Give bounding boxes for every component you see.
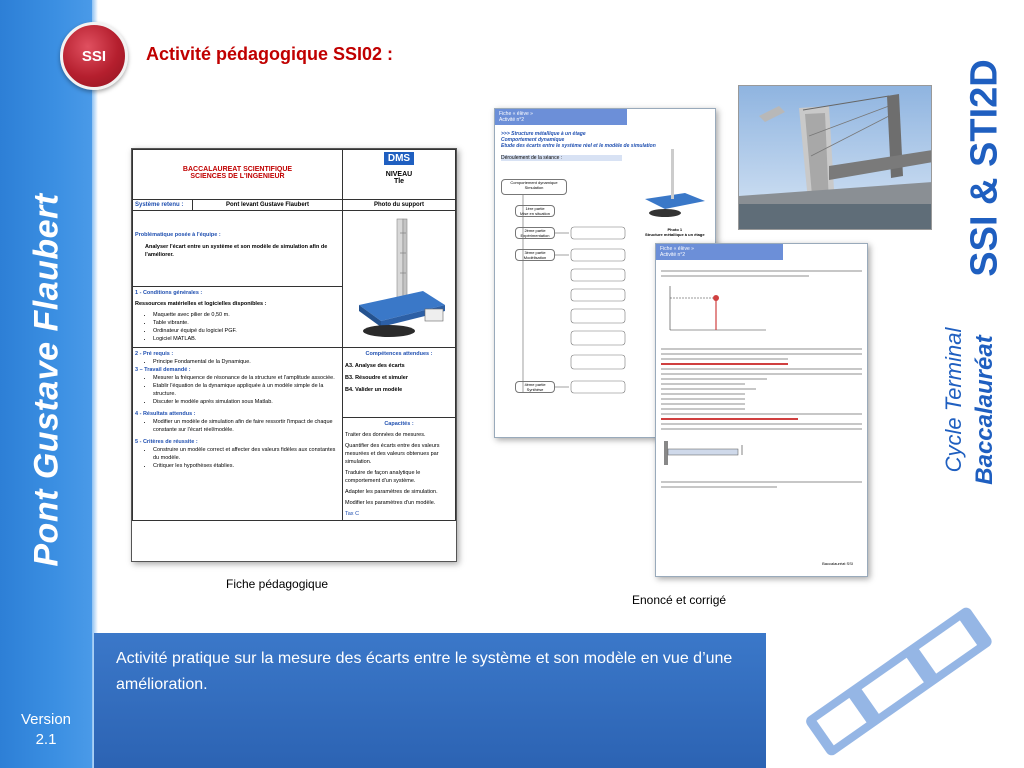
bac-label: Baccalauréat [971,335,998,485]
fiche-tax-value: C [355,511,360,517]
enonce-node: 4ème partie Synthèse [515,381,555,393]
fiche-niveau-value: Tle [393,178,405,185]
enonce-page-2-footer: Baccalauréat SSI [822,561,853,566]
bridge-photo [738,85,932,230]
list-item: • Discuter le modèle après simulation sous Matlab. [153,398,340,406]
list-item: • Modifier un modèle de simulation afin de faire ressortir l'impact de chaque constante sur l'écart réel/modèle. [153,418,340,434]
fiche-conditions-label: 1 - Conditions générales : [135,290,203,297]
enonce-node: 1ère partie Mise en situation [515,205,555,217]
dms-logo-shape [770,600,1024,768]
list-item: • Etablir l'équation de la dynamique appliquée à un modèle simple de la structure. [153,382,340,398]
fiche-resultats-label: 4 - Résultats attendus : [135,411,196,417]
fiche-pedagogique-document [131,148,457,562]
version-label: Version [20,711,72,728]
fiche-prerequis-label: 2 - Pré requis : [135,351,174,357]
fiche-photo-cell [343,211,456,348]
fiche-logo: DMS [384,152,414,165]
enonce-node: 2ème partie Expérimentation [515,227,555,239]
bridge-image [739,86,932,230]
fiche-competences-label: Compétences attendues : [365,351,433,357]
cycle-label: Cycle Terminal [941,327,966,473]
list-item: • Critiquer les hypothèses établies. [153,462,340,470]
fiche-capacite: Traiter des données de mesures. [345,432,426,438]
list-item: • Construire un modèle correct et affecter des valeurs fidèles aux constantes du modèle. [153,446,340,462]
list-item: • Table vibrante. [153,319,340,327]
slide-title: Activité pédagogique SSI02 : [146,44,394,64]
enonce-photo-caption: Photo 1 Structure métallique à un étage [645,227,705,237]
fiche-systeme-label: Système retenu : [135,202,184,208]
list-item: • Principe Fondamental de la Dynamique. [153,358,340,366]
fiche-capacite: Quantifier des écarts entre des valeurs mesurées et des valeurs obtenues par simulation. [345,443,440,465]
list-item: • Ordinateur équipé du logiciel PGF. [153,327,340,335]
fiche-capacite: Traduire de façon analytique le comportement d'un système. [345,470,421,484]
shaking-table-image [345,213,453,343]
fiche-ressources-label: Ressources matérielles et logicielles disponibles : [135,301,267,308]
fiche-header: BACCALAUREAT SCIENTIFIQUE SCIENCES DE L'INGENIEUR [182,166,293,180]
fiche-criteres-label: 5 - Critères de réussite : [135,439,198,445]
version-block [0,710,92,750]
enonce-root-node: Comportement dynamique Simulation [501,179,567,195]
fiche-tax-label: Tax [345,511,354,517]
version-number: 2.1 [35,731,57,748]
fiche-systeme-value: Pont levant Gustave Flaubert [193,200,343,211]
enonce-beam-diagram [656,433,868,473]
bottom-summary-text: Activité pratique sur la mesure des écarts entre le système et son modèle en vue d’une amélioration. [116,650,733,693]
list-item: • Maquette avec pilier de 0,50 m. [153,311,340,319]
enonce-node: 3ème partie Modélisation [515,249,555,261]
ssi-badge: SSI [60,22,128,90]
fiche-capacite: Adapter les paramètres de simulation. [345,489,438,495]
fiche-table [132,149,456,521]
fiche-competence: B4. Valider un modèle [345,387,403,393]
enonce-page-1-title: >>> Structure métallique à un étage Comportement dynamique Etude des écarts entre le système réel et le modèle de simulation [501,131,656,149]
fiche-travail-label: 3 – Travail demandé : [135,367,191,373]
enonce-deroulement: Déroulement de la séance : [501,155,622,161]
list-item: • Logiciel MATLAB. [153,335,340,343]
dms-watermark-logo [770,600,1024,768]
enonce-graph [656,280,868,340]
fiche-caption: Fiche pédagogique [226,577,329,591]
vertical-title: Pont Gustave Flaubert [27,193,66,567]
fiche-tax [345,510,453,518]
fiche-competence: B3. Résoudre et simuler [345,375,408,381]
enonce-page-2-header: Fiche « élève » Activité n°2 [656,244,783,260]
enonce-caption: Enoncé et corrigé [632,593,727,607]
enonce-page-2 [655,243,868,577]
fiche-probleme-label: Problématique posée à l'équipe : [135,232,221,238]
fiche-capacite: Modifier les paramètres d'un modèle. [345,500,436,506]
fiche-photo-label: Photo du support [343,200,456,211]
fiche-niveau: NIVEAU [385,171,413,178]
fiche-probleme-text: Analyser l'écart entre un système et son modèle de simulation afin de l'améliorer. [145,244,328,258]
list-item: • Mesurer la fréquence de résonance de la structure et l'amplitude associée. [153,374,340,382]
enonce-page-1-header: Fiche « élève » Activité n°2 [495,109,627,125]
program-label: SSI & STI2D [963,59,1006,277]
fiche-competence: A3. Analyse des écarts [345,363,405,369]
fiche-capacites-label: Capacités : [384,421,414,427]
fiche-ressources-list [153,311,340,343]
